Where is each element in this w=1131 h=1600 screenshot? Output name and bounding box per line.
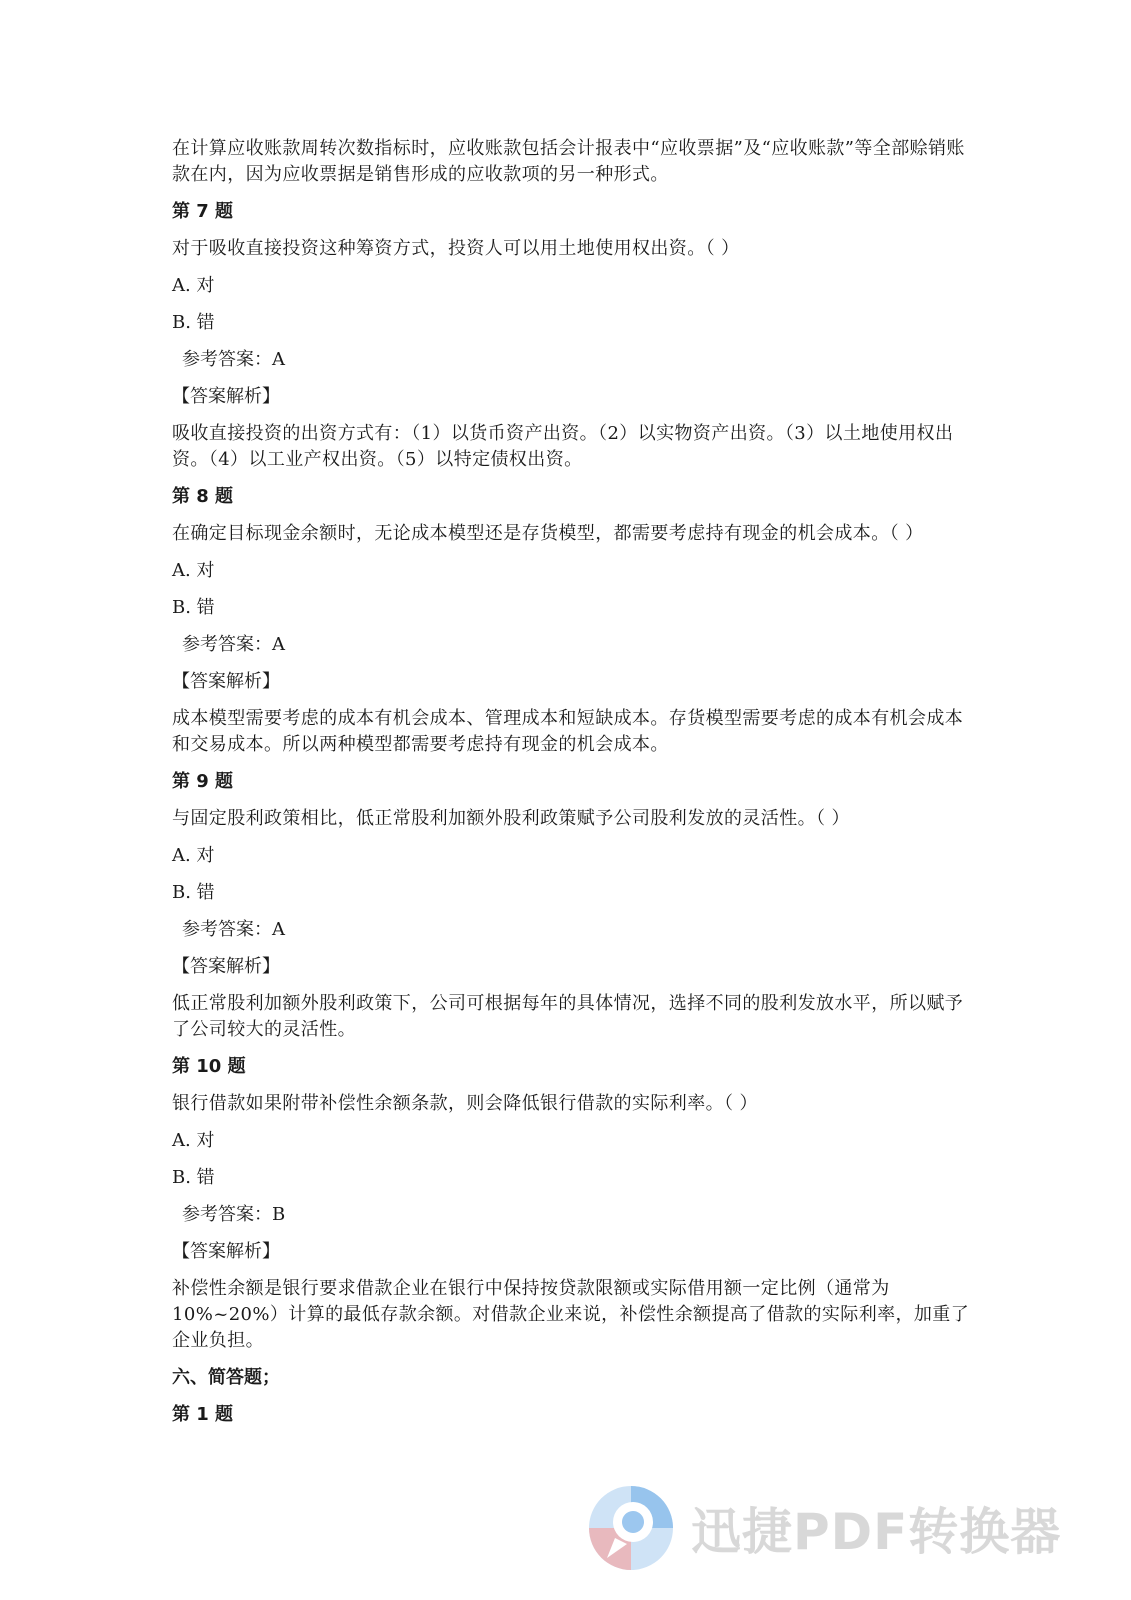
option-b: B. 错 xyxy=(172,882,215,903)
watermark xyxy=(585,1478,1105,1578)
analysis-text: 低正常股利加额外股利政策下，公司可根据每年的具体情况，选择不同的股利发放水平，所以赋予了公司较大的灵活性。 xyxy=(172,993,964,1040)
option-b: B. 错 xyxy=(172,1167,215,1188)
analysis-text: 成本模型需要考虑的成本有机会成本、管理成本和短缺成本。存货模型需要考虑的成本有机会成本和交易成本。所以两种模型都需要考虑持有现金的机会成本。 xyxy=(172,708,964,755)
question-title: 第 7 题 xyxy=(172,201,234,222)
question-title: 第 9 题 xyxy=(172,771,234,792)
section-title: 六、简答题； xyxy=(172,1367,280,1388)
reference-answer: 参考答案：A xyxy=(182,634,285,655)
analysis-label: 【答案解析】 xyxy=(172,671,280,692)
document-page xyxy=(172,136,972,1439)
analysis-label: 【答案解析】 xyxy=(172,386,280,407)
question-block xyxy=(172,199,972,473)
question-stem: 银行借款如果附带补偿性余额条款，则会降低银行借款的实际利率。（ ） xyxy=(172,1093,758,1114)
watermark-text: 迅捷PDF转换器 xyxy=(691,1503,1062,1561)
question-stem: 与固定股利政策相比，低正常股利加额外股利政策赋予公司股利发放的灵活性。（ ） xyxy=(172,808,850,829)
analysis-text: 补偿性余额是银行要求借款企业在银行中保持按贷款限额或实际借用额一定比例（通常为10%~20%）计算的最低存款余额。对借款企业来说，补偿性余额提高了借款的实际利率，加重了企业负担。 xyxy=(172,1278,970,1351)
option-b: B. 错 xyxy=(172,597,215,618)
reference-answer: 参考答案：A xyxy=(182,349,285,370)
question-title: 第 8 题 xyxy=(172,486,234,507)
option-b: B. 错 xyxy=(172,312,215,333)
analysis-label: 【答案解析】 xyxy=(172,1241,280,1262)
option-a: A. 对 xyxy=(172,560,215,581)
analysis-label: 【答案解析】 xyxy=(172,956,280,977)
question-stem: 对于吸收直接投资这种筹资方式，投资人可以用土地使用权出资。（ ） xyxy=(172,238,740,259)
option-a: A. 对 xyxy=(172,275,215,296)
question-title: 第 1 题 xyxy=(172,1404,234,1425)
xunjie-pdf-logo-icon xyxy=(585,1482,677,1574)
question-block xyxy=(172,1054,972,1354)
question-block xyxy=(172,769,972,1043)
reference-answer: 参考答案：B xyxy=(182,1204,286,1225)
option-a: A. 对 xyxy=(172,1130,215,1151)
option-a: A. 对 xyxy=(172,845,215,866)
question-title: 第 10 题 xyxy=(172,1056,246,1077)
analysis-text: 吸收直接投资的出资方式有：（1）以货币资产出资。（2）以实物资产出资。（3）以土地使用权出资。（4）以工业产权出资。（5）以特定债权出资。 xyxy=(172,423,954,470)
question-stem: 在确定目标现金余额时，无论成本模型还是存货模型，都需要考虑持有现金的机会成本。（ ） xyxy=(172,523,924,544)
question-block xyxy=(172,484,972,758)
intro-paragraph: 在计算应收账款周转次数指标时，应收账款包括会计报表中“应收票据”及“应收账款”等全部赊销账款在内，因为应收票据是销售形成的应收款项的另一种形式。 xyxy=(172,138,965,185)
reference-answer: 参考答案：A xyxy=(182,919,285,940)
